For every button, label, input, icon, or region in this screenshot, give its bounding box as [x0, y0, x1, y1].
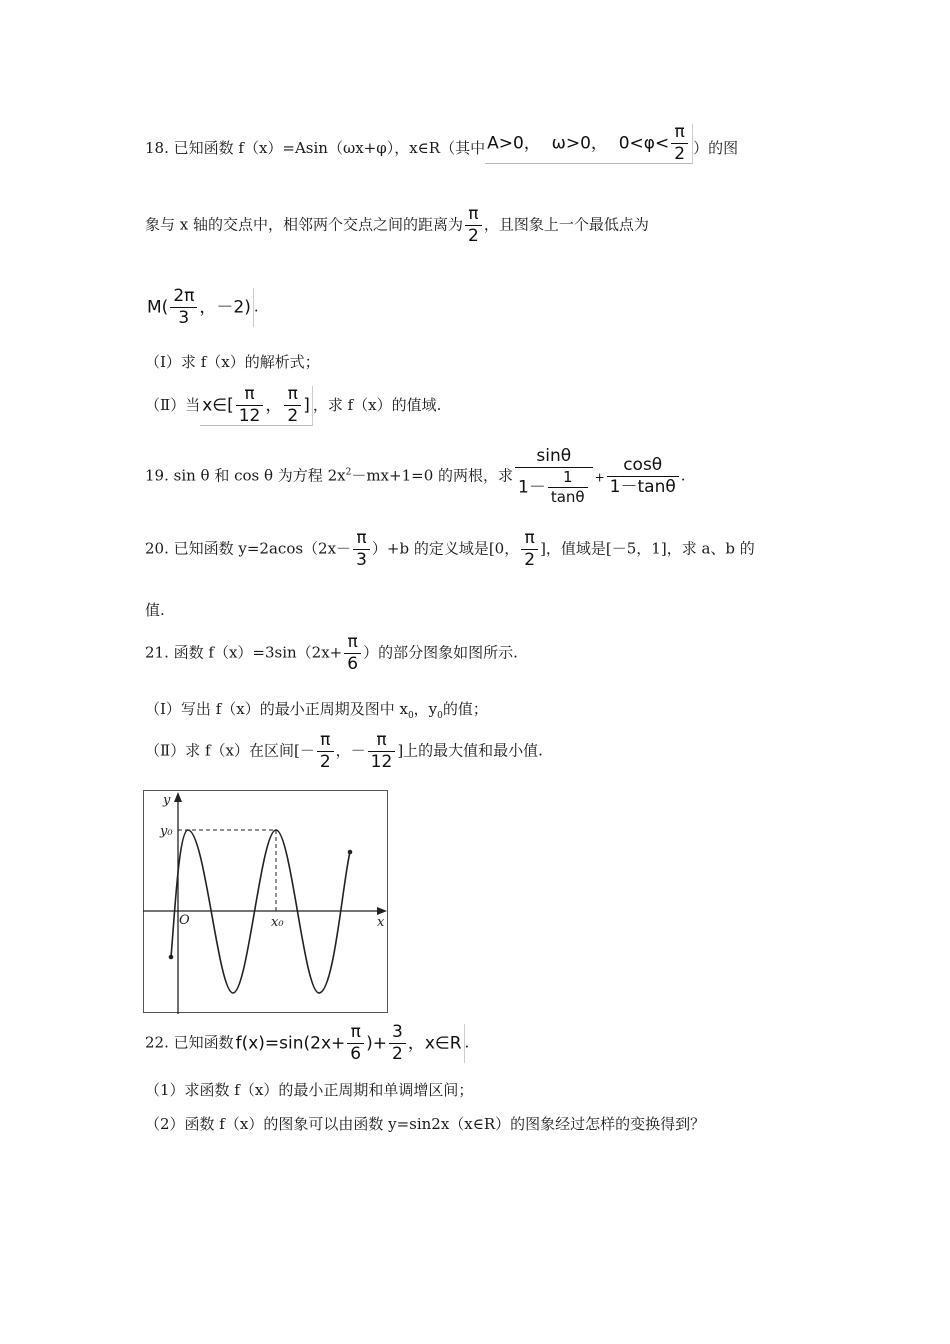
- q18-text: 18. 已知函数 f（x）=Asin（ωx+φ），x∈R（其中: [145, 139, 486, 157]
- x0-label: x₀: [271, 915, 284, 930]
- curve-end-point: [348, 850, 353, 855]
- q18-part1: （Ⅰ）求 f（x）的解析式；: [145, 353, 320, 371]
- fraction: $\frac{2\pi}{3}$: [170, 288, 197, 327]
- interval-formula: x∈[ $\frac{\pi}{12}$ ， $\frac{\pi}{2}$ ]: [200, 386, 313, 426]
- q18-part2: （Ⅱ）当 x∈[ $\frac{\pi}{12}$ ， $\frac{\pi}{2}$ ] ，求 f（x）的值域.: [145, 384, 442, 426]
- q21: 21. 函数 f（x）=3sin（2x+ $\frac{\pi}{6}$ ）的部分图象如图所示.: [145, 632, 518, 674]
- fraction: $\frac{\pi}{2}$: [317, 732, 334, 771]
- q18-condition-formula: A>0， ω>0， 0<φ< $\frac{\pi}{2}$: [485, 124, 693, 164]
- fraction: $\frac{\pi}{2}$: [284, 386, 301, 425]
- fraction: $\frac{\pi}{2}$: [521, 530, 538, 569]
- x-axis-label: x: [377, 915, 385, 930]
- fraction: $\frac{\pi}{2}$: [671, 124, 688, 163]
- y-axis-label: y: [163, 793, 171, 808]
- q22: 22. 已知函数 f(x)=sin(2x+ $\frac{\pi}{6}$ )+ $\frac{3}{2}$ ，x∈R .: [145, 1022, 470, 1064]
- fraction: $\frac{\pi}{6}$: [344, 634, 361, 673]
- curve-start-point: [169, 955, 174, 960]
- y0-label: y₀: [160, 824, 173, 839]
- origin-label: O: [179, 913, 190, 928]
- y-axis-arrow: [174, 792, 182, 802]
- x-axis-arrow: [377, 907, 387, 915]
- q19-expression: sinθ 1－ $\frac{1}{\tan\theta}$ + $\frac{\cos\theta}{1-\tan\theta}$: [513, 448, 681, 505]
- point-m-formula: M( $\frac{2\pi}{3}$ ，－2): [145, 288, 254, 327]
- q22-formula: f(x)=sin(2x+ $\frac{\pi}{6}$ )+ $\frac{3}{2}$ ，x∈R: [234, 1024, 465, 1063]
- fraction: $\frac{3}{2}$: [389, 1024, 406, 1063]
- fraction: $\frac{\pi}{2}$: [465, 206, 482, 245]
- q20-line2: 值.: [145, 601, 165, 619]
- q21-part1: （Ⅰ）写出 f（x）的最小正周期及图中 $x_0$，$y_0$的值；: [145, 700, 488, 721]
- q19: 19. sin θ 和 cos θ 为方程 $2x^2-mx+1=0$ 的两根，求 sinθ 1－ $\frac{1}{\tan\theta}$ + $\frac{\cos\theta}{1-\tan\theta}$ .: [145, 446, 686, 506]
- fraction: sinθ 1－ $\frac{1}{\tan\theta}$: [515, 448, 593, 505]
- fraction: $\frac{\pi}{3}$: [353, 530, 370, 569]
- fraction: $\frac{1}{\tan\theta}$: [548, 470, 588, 505]
- fraction: $\frac{\pi}{12}$: [368, 732, 396, 771]
- q20: 20. 已知函数 y=2acos（2x－ $\frac{\pi}{3}$ ）+b 的定义域是[0， $\frac{\pi}{2}$ ]，值域是[－5，1]，求 a、b 的: [145, 528, 755, 570]
- fraction: $\frac{\pi}{6}$: [347, 1024, 364, 1063]
- q18-line1: 18. 已知函数 f（x）=Asin（ωx+φ），x∈R（其中 A>0， ω>0， 0<φ< $\frac{\pi}{2}$ ）的图: [145, 122, 739, 164]
- fraction: $\frac{\pi}{12}$: [236, 386, 264, 425]
- fraction: $\frac{\cos\theta}{1-\tan\theta}$: [607, 457, 679, 496]
- graph-frame: [144, 791, 388, 1013]
- q21-part2: （Ⅱ）求 f（x）在区间[－ $\frac{\pi}{2}$ ，－ $\frac{\pi}{12}$ ]上的最大值和最小值.: [145, 730, 543, 772]
- sine-graph: [143, 790, 389, 1014]
- q18-line2: 象与 x 轴的交点中，相邻两个交点之间的距离为 $\frac{\pi}{2}$ ，且图象上一个最低点为: [145, 204, 649, 246]
- q22-part2: （2）函数 f（x）的图象可以由函数 y=sin2x（x∈R）的图象经过怎样的变换得到？: [145, 1115, 706, 1133]
- q22-part1: （1）求函数 f（x）的最小正周期和单调增区间；: [145, 1081, 474, 1099]
- q18-point-m: M( $\frac{2\pi}{3}$ ，－2) .: [147, 286, 259, 328]
